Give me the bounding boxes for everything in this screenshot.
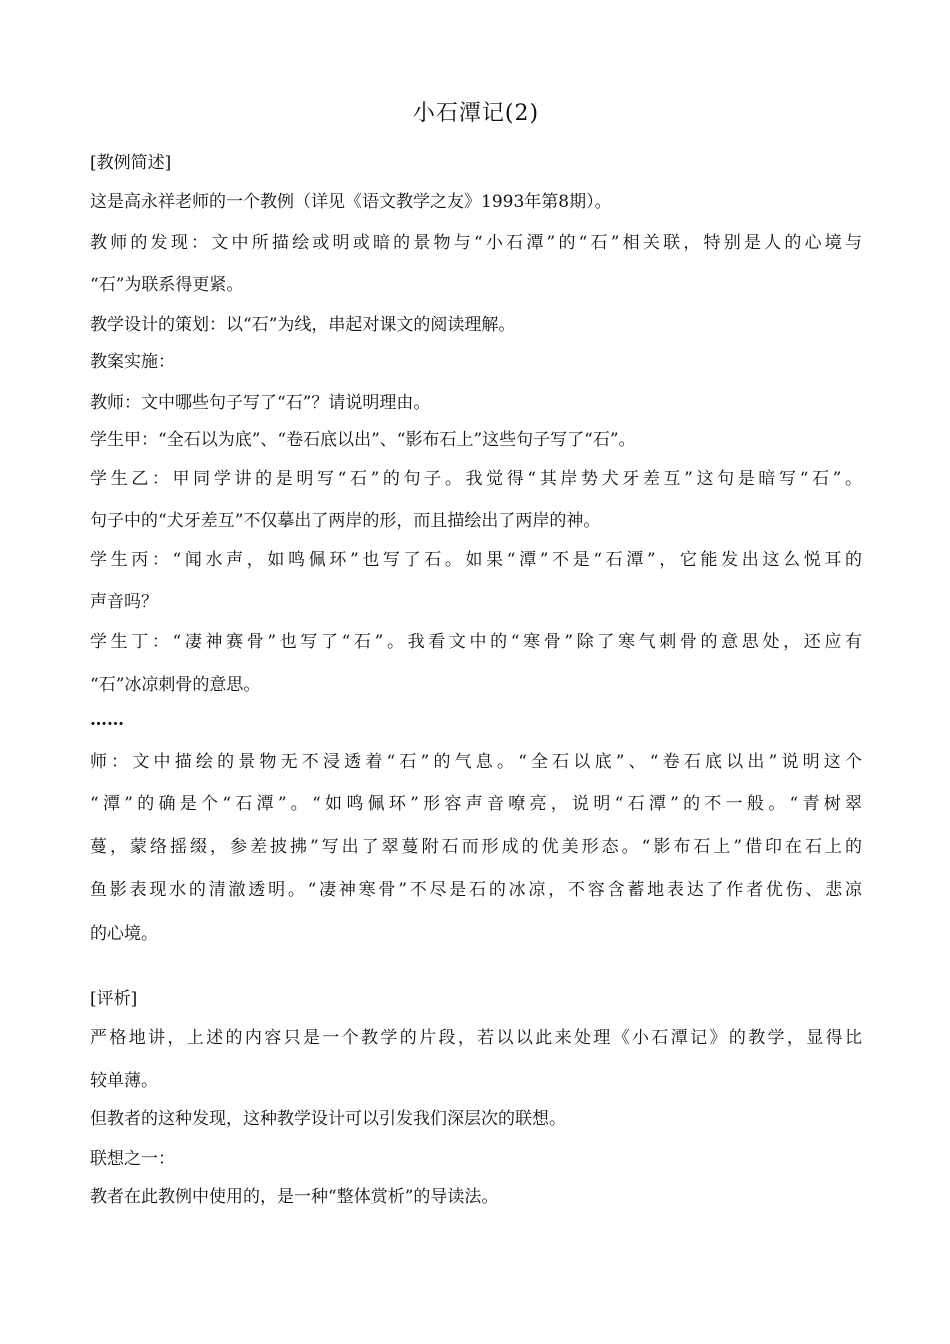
- paragraph-line: 学生丙：“闻水声，如鸣佩环”也写了石。如果“潭”不是“石潭”，它能发出这么悦耳的: [90, 550, 862, 570]
- paragraph-line: 教案实施：: [90, 352, 175, 372]
- paragraph-line: 学生甲：“全石以为底”、“卷石底以出”、“影布石上”这些句子写了“石”。: [90, 430, 636, 450]
- paragraph-line: 蔓，蒙络摇缀，参差披拂”写出了翠蔓附石而形成的优美形态。“影布石上”借印在石上的: [90, 837, 862, 857]
- ellipsis-line: ……: [90, 710, 124, 730]
- paragraph-line: 教者在此教例中使用的，是一种“整体赏析”的导读法。: [90, 1187, 499, 1207]
- paragraph-line: 学生丁：“凄神赛骨”也写了“石”。我看文中的“寒骨”除了寒气刺骨的意思处，还应有: [90, 632, 862, 652]
- paragraph-line: 较单薄。: [90, 1071, 158, 1091]
- document-title: 小石潭记(2): [412, 101, 540, 126]
- paragraph-line: “潭”的确是个“石潭”。“如鸣佩环”形容声音嘹亮，说明“石潭”的不一般。“青树翠: [90, 794, 862, 814]
- paragraph-line: 教师：文中哪些句子写了“石”？请说明理由。: [90, 393, 431, 413]
- paragraph-line: 学生乙：甲同学讲的是明写“石”的句子。我觉得“其岸势犬牙差互”这句是暗写“石”。: [90, 469, 862, 489]
- paragraph-line: 句子中的“犬牙差互”不仅摹出了两岸的形，而且描绘出了两岸的神。: [90, 511, 601, 531]
- paragraph-line: “石”为联系得更紧。: [90, 275, 244, 295]
- paragraph-line: 教学设计的策划：以“石”为线，串起对课文的阅读理解。: [90, 315, 516, 335]
- paragraph-line: 师：文中描绘的景物无不浸透着“石”的气息。“全石以底”、“卷石底以出”说明这个: [90, 752, 862, 772]
- paragraph-line: 联想之一：: [90, 1149, 175, 1169]
- paragraph-line: 教师的发现：文中所描绘或明或暗的景物与“小石潭”的“石”相关联，特别是人的心境与: [90, 233, 862, 253]
- section-heading-case: [教例简述]: [90, 153, 172, 173]
- paragraph-line: 这是高永祥老师的一个教例（详见《语文教学之友》1993年第8期）。: [90, 192, 612, 212]
- paragraph-line: “石”冰凉刺骨的意思。: [90, 675, 261, 695]
- section-heading-analysis: [评析]: [90, 989, 138, 1009]
- paragraph-line: 的心境。: [90, 924, 158, 944]
- paragraph-line: 鱼影表现水的清澈透明。“凄神寒骨”不尽是石的冰凉，不容含蓄地表达了作者优伤、悲凉: [90, 880, 862, 900]
- paragraph-line: 但教者的这种发现，这种教学设计可以引发我们深层次的联想。: [90, 1109, 566, 1129]
- paragraph-line: 严格地讲，上述的内容只是一个教学的片段，若以以此来处理《小石潭记》的教学，显得比: [90, 1028, 862, 1048]
- paragraph-line: 声音吗？: [90, 592, 158, 612]
